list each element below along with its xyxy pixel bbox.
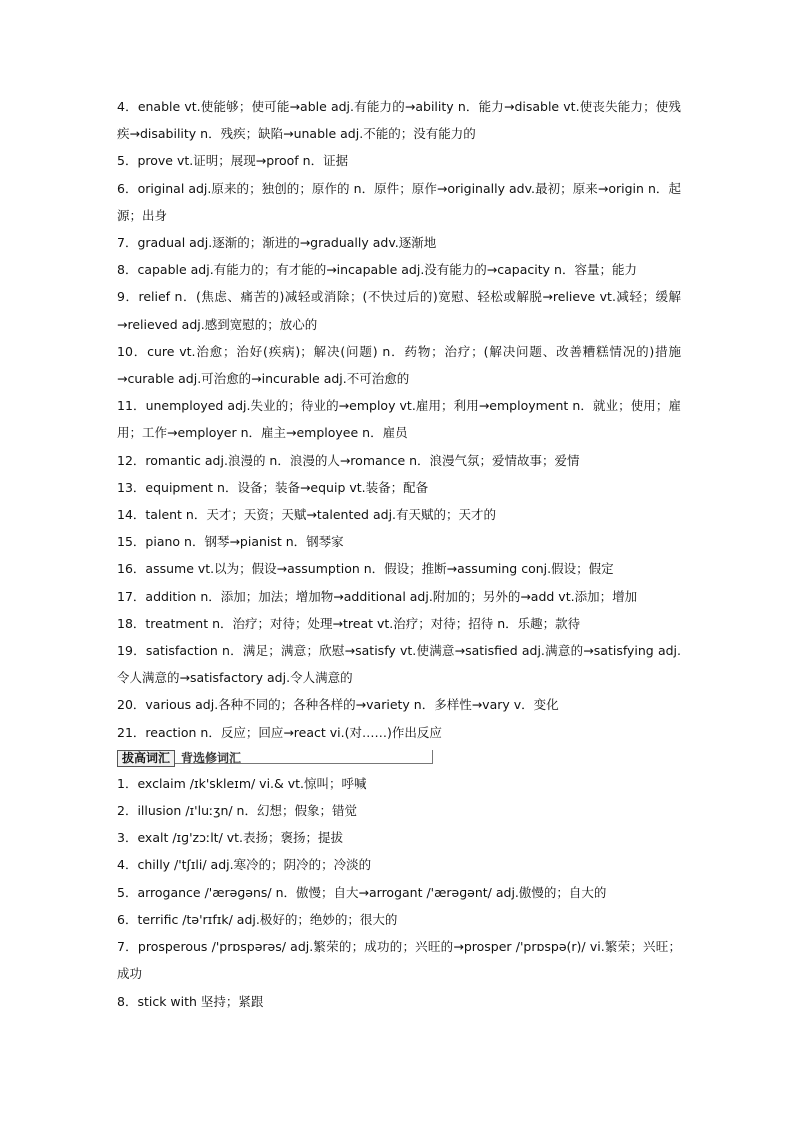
- entry-satisfaction: 19．satisfaction n．满足；满意；欣慰→satisfy vt.使满意→satisfied adj.满意的→satisfying adj.令人满意的→satisfactory adj.令人满意的: [117, 643, 681, 686]
- entry-capable: 8．capable adj.有能力的；有才能的→incapable adj.没有能力的→capacity n．容量；能力: [117, 262, 637, 278]
- entry-reaction: 21．reaction n．反应；回应→react vi.(对……)作出反应: [117, 724, 442, 740]
- entry-equipment: 13．equipment n．设备；装备→equip vt.装备；配备: [117, 479, 429, 495]
- vocabulary-content: [117, 93, 681, 1015]
- entry-relief: 9．relief n．(焦虑、痛苦的)减轻或消除；(不快过后的)宽慰、轻松或解脱→relieve vt.减轻；缓解→relieved adj.感到宽慰的；放心的: [117, 289, 681, 332]
- entry-stick-with: 8．stick with 坚持；紧跟: [117, 993, 264, 1009]
- section-divider: [432, 750, 433, 763]
- section-tag: 拔高词汇: [117, 750, 175, 767]
- entry-enable: 4．enable vt.使能够；使可能→able adj.有能力的→ability n．能力→disable vt.使丧失能力；使残疾→disability n．残疾；缺陷→unable adj.不能的；没有能力的: [117, 99, 681, 142]
- entry-piano: 15．piano n．钢琴→pianist n．钢琴家: [117, 534, 344, 550]
- section-subtitle: 背选修词汇: [181, 750, 242, 765]
- section-header: [117, 747, 433, 764]
- entry-original: 6．original adj.原来的；独创的；原作的 n．原件；原作→originally adv.最初；原来→origin n．起源；出身: [117, 180, 681, 223]
- entry-cure: 10．cure vt.治愈；治好(疾病)；解决(问题) n．药物；治疗；(解决问题、改善糟糕情况的)措施→curable adj.可治愈的→incurable adj.不可治愈的: [117, 343, 681, 387]
- entry-various: 20．various adj.各种不同的；各种各样的→variety n．多样性→vary v．变化: [117, 697, 559, 713]
- entry-talent: 14．talent n．天才；天资；天赋→talented adj.有天赋的；天才的: [117, 507, 497, 523]
- entry-unemployed: 11．unemployed adj.失业的；待业的→employ vt.雇用；利用→employment n．就业；使用；雇用；工作→employer n．雇主→employee n．雇员: [117, 398, 681, 441]
- entry-prove: 5．prove vt.证明；展现→proof n．证据: [117, 153, 349, 169]
- entry-gradual: 7．gradual adj.逐渐的；渐进的→gradually adv.逐渐地: [117, 235, 437, 251]
- entry-prosperous: 7．prosperous /'prɒspərəs/ adj.繁荣的；成功的；兴旺的→prosper /'prɒspə(r)/ vi.繁荣；兴旺；成功: [117, 939, 681, 982]
- entry-arrogance: 5．arrogance /'ærəɡəns/ n．傲慢；自大→arrogant /'ærəɡənt/ adj.傲慢的；自大的: [117, 884, 607, 900]
- entry-chilly: 4．chilly /'tʃɪli/ adj.寒冷的；阴冷的；冷淡的: [117, 857, 372, 873]
- entry-terrific: 6．terrific /tə'rɪfɪk/ adj.极好的；绝妙的；很大的: [117, 911, 398, 927]
- entry-romantic: 12．romantic adj.浪漫的 n．浪漫的人→romance n．浪漫气氛；爱情故事；爱情: [117, 452, 580, 468]
- entry-treatment: 18．treatment n．治疗；对待；处理→treat vt.治疗；对待；招待 n．乐趣；款待: [117, 615, 581, 631]
- entry-exclaim: 1．exclaim /ɪk'skleɪm/ vi.& vt.惊叫；呼喊: [117, 775, 367, 791]
- entry-addition: 17．addition n．添加；加法；增加物→additional adj.附加的；另外的→add vt.添加；增加: [117, 588, 638, 604]
- entry-exalt: 3．exalt /ɪɡ'zɔːlt/ vt.表扬；褒扬；提拔: [117, 830, 344, 846]
- entry-assume: 16．assume vt.以为；假设→assumption n．假设；推断→assuming conj.假设；假定: [117, 561, 614, 577]
- entry-illusion: 2．illusion /ɪ'luːʒn/ n．幻想；假象；错觉: [117, 803, 357, 819]
